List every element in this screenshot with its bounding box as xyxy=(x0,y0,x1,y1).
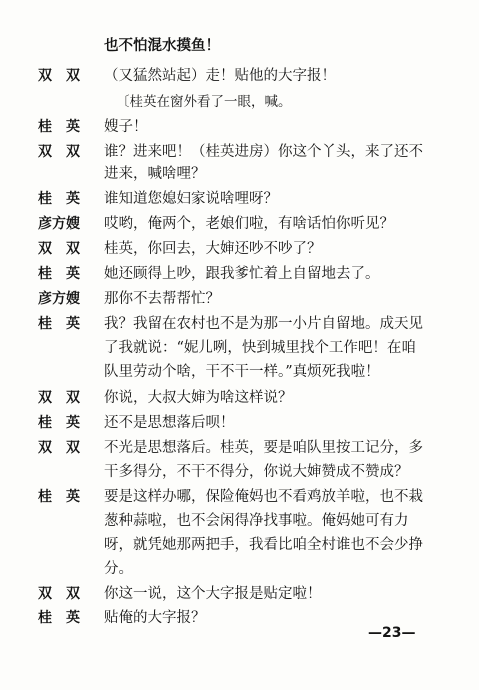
dialogue-text: 也不怕混水摸鱼！ xyxy=(104,37,220,54)
dialogue-text: 哎哟，俺两个，老娘们啦，有啥话怕你听见？ xyxy=(104,216,394,232)
dialogue-text: 〔桂英在窗外看了一眼，喊。 xyxy=(116,94,292,110)
speaker-name: 双 双 xyxy=(38,440,80,456)
dialogue-text: 队里劳动个啥，干不干一样。”真烦死我啦！ xyxy=(104,364,380,380)
speaker-name: 彦方嫂 xyxy=(38,216,80,232)
dialogue-text: 不光是思想落后。桂英，要是咱队里按工记分，多 xyxy=(104,440,423,456)
dialogue-text: 还不是思想落后呗！ xyxy=(104,415,235,431)
dialogue-text: 她还顾得上吵，跟我爹忙着上自留地去了。 xyxy=(104,266,380,282)
dialogue-text: 呀，就凭她那两把手，我看比咱全村谁也不会少挣 xyxy=(104,537,423,553)
speaker-name: 彦方嫂 xyxy=(38,291,80,307)
dialogue-text: 我？我留在农村也不是为那一小片自留地。成天见 xyxy=(104,316,423,332)
dialogue-text: 干多得分，不干不得分，你说大婶赞成不赞成？ xyxy=(104,464,409,480)
dialogue-text: 桂英，你回去，大婶还吵不吵了？ xyxy=(104,241,322,257)
speaker-name: 双 双 xyxy=(38,241,80,257)
speaker-name: 桂 英 xyxy=(38,415,80,431)
dialogue-text: 分。 xyxy=(104,561,133,577)
dialogue-text: 嫂子！ xyxy=(104,119,148,135)
dialogue-text: 要是这样办哪，保险俺妈也不看鸡放羊啦，也不栽 xyxy=(104,489,423,505)
speaker-name: 双 双 xyxy=(38,68,80,84)
dialogue-text: 葱种蒜啦，也不会闲得净找事啦。俺妈她可有力 xyxy=(104,513,409,529)
speaker-name: 双 双 xyxy=(38,586,80,602)
dialogue-text: 你这一说，这个大字报是贴定啦！ xyxy=(104,586,322,602)
speaker-name: 双 双 xyxy=(38,390,80,406)
page-number: —23— xyxy=(368,625,416,641)
dialogue-text: 了我就说：“妮儿咧，快到城里找个工作吧！在咱 xyxy=(104,340,416,356)
dialogue-text: 谁？进来吧！（桂英进房）你这个丫头，来了还不 xyxy=(104,144,423,160)
dialogue-text: 那你不去帮帮忙？ xyxy=(104,291,220,307)
speaker-name: 桂 英 xyxy=(38,266,80,282)
speaker-name: 桂 英 xyxy=(38,610,80,626)
dialogue-text: 你说，大叔大婶为啥这样说？ xyxy=(104,390,293,406)
speaker-name: 桂 英 xyxy=(38,119,80,135)
dialogue-text: 贴俺的大字报？ xyxy=(104,610,206,626)
dialogue-text: （又猛然站起）走！贴他的大字报！ xyxy=(104,68,336,84)
speaker-name: 双 双 xyxy=(38,144,80,160)
dialogue-text: 进来，喊啥哩？ xyxy=(104,166,206,182)
speaker-name: 桂 英 xyxy=(38,191,80,207)
speaker-name: 桂 英 xyxy=(38,489,80,505)
dialogue-text: 谁知道您媳妇家说啥哩呀？ xyxy=(104,191,278,207)
speaker-name: 桂 英 xyxy=(38,316,80,332)
